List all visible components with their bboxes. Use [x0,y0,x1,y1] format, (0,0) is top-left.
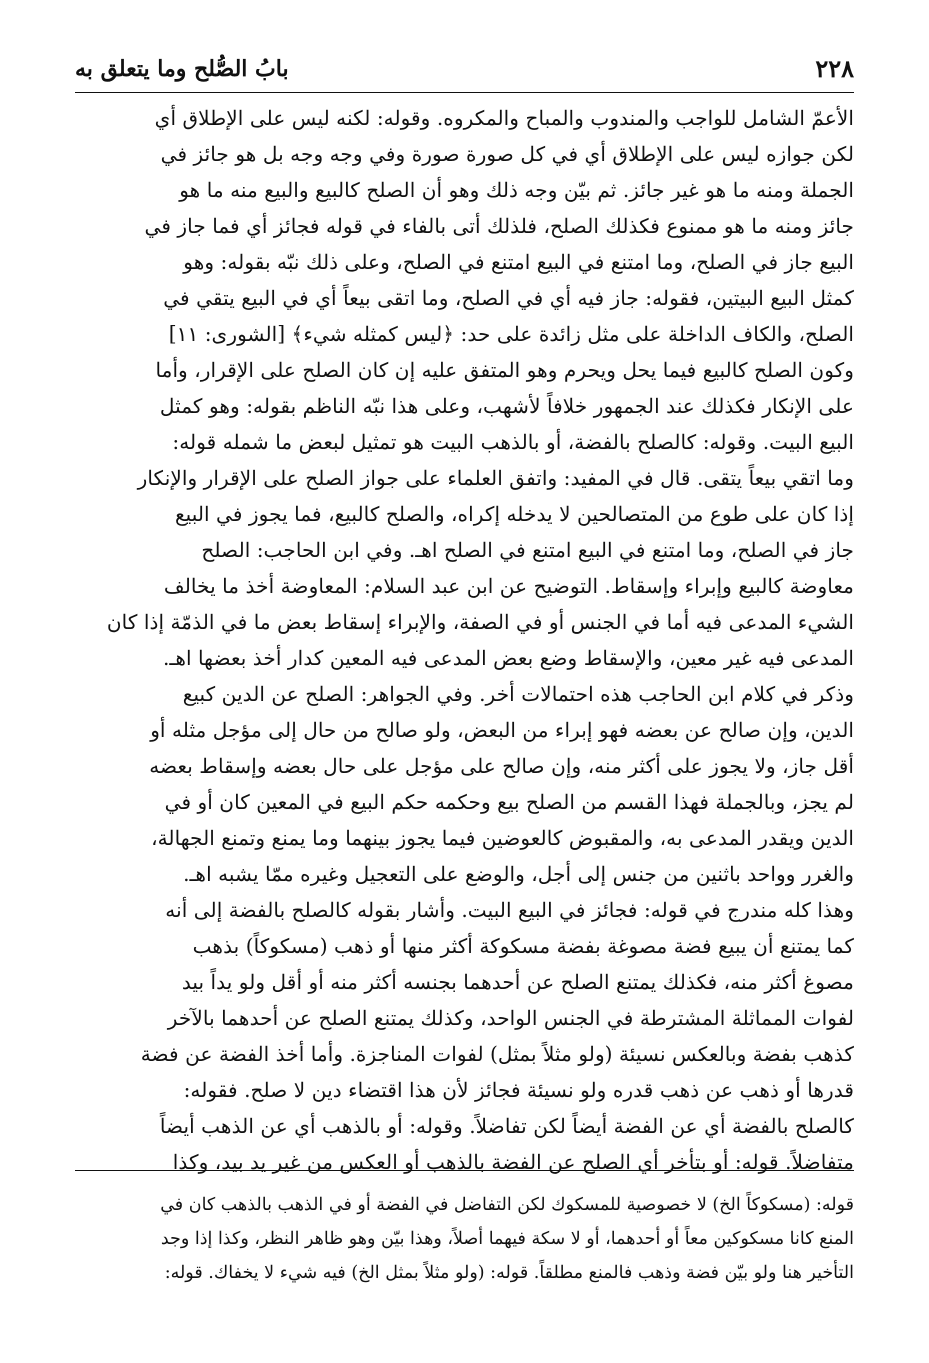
text-line: إذا كان على طوع من المتصالحين لا يدخله إكراه، والصلح كالبيع، فما يجوز في البيع [174,502,854,526]
text-line: كمثل البيع البيتين، فقوله: جاز فيه أي في الصلح، وما اتقى بيعاً أي في البيع يتقي في [163,286,854,310]
footnotes [75,1188,854,1290]
text-line: وكون الصلح كالبيع فيما يحل ويحرم وهو المتفق عليه إن كان الصلح على الإقرار، وأما [155,358,854,382]
text-line: وذكر في كلام ابن الحاجب هذه احتمالات أخر. وفي الجواهر: الصلح عن الدين كبيع [182,682,854,706]
text-line: البيع البيت. وقوله: كالصلح بالفضة، أو بالذهب البيت هو تمثيل لبعض ما شمله قوله: [172,430,854,454]
text-line: جائز ومنه ما هو ممنوع فكذلك الصلح، فلذلك أتى بالفاء في قوله فجائز أي فما جاز في [144,214,854,238]
text-line: معاوضة كالبيع وإبراء وإسقاط. التوضيح عن ابن عبد السلام: المعاوضة أخذ ما يخالف [163,574,854,598]
page-header [75,52,854,93]
text-line: وهذا كله مندرج في قوله: فجائز في البيع البيت. وأشار بقوله كالصلح بالفضة إلى أنه [165,898,854,922]
text-line: قدرها أو ذهب عن ذهب قدره ولو نسيئة فجائز لأن هذا اقتضاء دين لا صلح. فقوله: [183,1078,854,1102]
text-line: مصوغ أكثر منه، فكذلك يمتنع الصلح عن أحدهما بجنسه أكثر منه أو أقل ولو يداً بيد [181,970,854,994]
text-line: كما يمتنع أن يبيع فضة مصوغة بفضة مسكوكة أكثر منها أو ذهب (مسكوكاً) بذهب [192,934,854,958]
footnote-line: التأخير هنا ولو بيّن فضة وذهب فالمنع مطلقاً. قوله: (ولو مثلاً بمثل الخ) فيه شيء لا يخفاك. قوله: [164,1263,854,1283]
page-number: ٢٢٨ [815,54,854,83]
text-line: الصلح، والكاف الداخلة على مثل زائدة على حد: ﴿ليس كمثله شيء﴾ [الشورى: ١١] [168,322,854,346]
text-line: على الإنكار فكذلك عند الجمهور خلافاً لأشهب، وعلى هذا نبّه الناظم بقوله: وهو كمثل [159,394,854,418]
text-line: لفوات المماثلة المشترطة في الجنس الواحد، وكذلك يمتنع الصلح عن أحدهما بالآخر [167,1006,854,1030]
text-line: الدين ويقدر المدعى به، والمقبوض كالعوضين فيما يجوز بينهما وما يمنع وتمنع الجهالة، [151,826,854,850]
text-line: كذهب بفضة وبالعكس نسيئة (ولو مثلاً بمثل) لفوات المناجزة. وأما أخذ الفضة عن فضة [140,1042,854,1066]
main-text [75,100,854,1180]
footnote-line: قوله: (مسكوكاً الخ) لا خصوصية للمسكوك لكن التفاضل في الفضة أو في الذهب بالذهب كان في [160,1195,854,1215]
text-line: والغرر وواحد باثنين من جنس إلى أجل، والوضع على التعجيل وغيره ممّا يشبه اهـ. [183,862,854,886]
text-line: أقل جاز، ولا يجوز على أكثر منه، وإن صالح على مؤجل على حال بعضه وإسقاط بعضه [149,754,854,778]
text-line: جاز في الصلح، وما امتنع في البيع امتنع في الصلح اهـ. وفي ابن الحاجب: الصلح [201,538,854,562]
text-line: الشيء المدعى فيه أما في الجنس أو في الصفة، والإبراء إسقاط بعض ما في الذمّة إذا كان [106,610,854,634]
text-line: لم يجز، وبالجملة فهذا القسم من الصلح بيع وحكمه حكم البيع في المعين كان أو في [164,790,854,814]
running-title: بابُ الصُّلح وما يتعلق به [75,56,289,82]
text-line: البيع جاز في الصلح، وما امتنع في البيع امتنع في الصلح، وعلى ذلك نبّه بقوله: وهو [183,250,854,274]
text-line: لكن جوازه ليس على الإطلاق أي في كل صورة صورة وفي وجه وجه بل هو جائز في [160,142,854,166]
footnote-line: المنع كانا مسكوكين معاً أو أحدهما، أو لا سكة فيهما أصلاً، وهذا بيّن وهو ظاهر النظر، وكذا إذا وجد [160,1229,854,1249]
footnote-separator [75,1170,854,1171]
text-line: الدين، وإن صالح عن بعضه فهو إبراء من البعض، ولو صالح من حال إلى مؤجل مثله أو [150,718,854,742]
text-line: كالصلح بالفضة أي عن الفضة أيضاً لكن تفاضلاً. وقوله: أو بالذهب أي عن الذهب أيضاً [159,1114,854,1138]
text-line: المدعى فيه غير معين، والإسقاط وضع بعض المدعى فيه المعين كدار أخذ بعضها اهـ. [163,646,854,670]
text-line: الجملة ومنه ما هو غير جائز. ثم بيّن وجه ذلك وهو أن الصلح كالبيع والبيع منه ما هو [179,178,854,202]
text-line: متفاضلاً. قوله: أو بتأخر أي الصلح عن الفضة بالذهب أو العكس من غير يد بيد، وكذا [172,1150,854,1174]
text-line: وما اتقي بيعاً يتقى. قال في المفيد: واتفق العلماء على جواز الصلح على الإقرار والإنكار [137,466,854,490]
text-line: الأعمّ الشامل للواجب والمندوب والمباح والمكروه. وقوله: لكنه ليس على الإطلاق أي [154,106,854,130]
